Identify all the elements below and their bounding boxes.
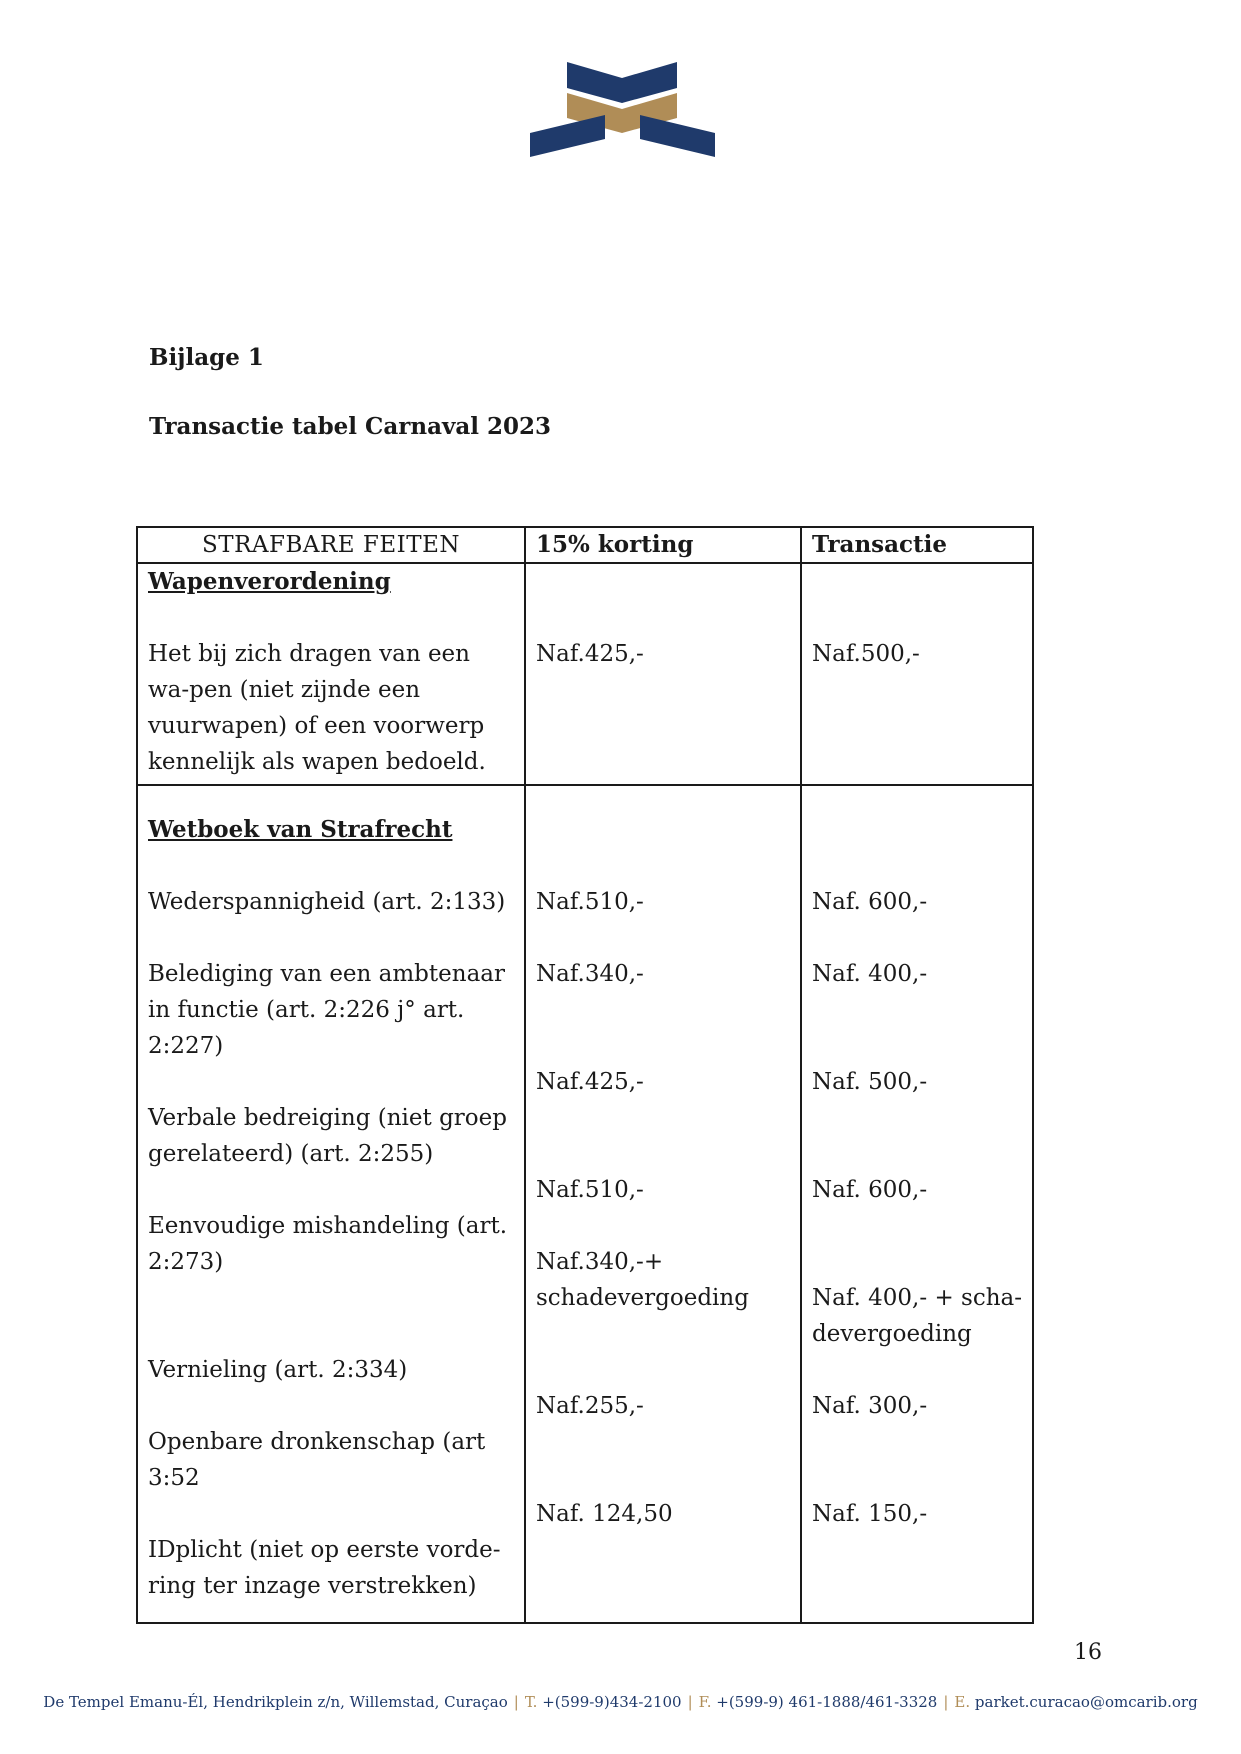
korting-value: Naf.255,- <box>536 1393 644 1419</box>
table-row <box>137 785 1033 1623</box>
transactie-cell <box>801 785 1033 1623</box>
korting-value: Naf.340,- <box>536 961 644 987</box>
footer-phone-label: T. <box>524 1693 538 1711</box>
transactie-value: Naf. 150,- <box>812 1501 928 1527</box>
korting-value: Naf.340,-+ schadevergoeding <box>536 1249 749 1311</box>
footer-contact: De Tempel Emanu-Él, Hendrikplein z/n, Willemstad, Curaçao | T. +(599-9)434-2100 | F. +(599-9) 461-1888/461-3328 | E. parket.curacao@omcarib.org <box>43 1693 1198 1711</box>
annex-title: Bijlage 1 <box>149 344 264 371</box>
feit-text: Verbale bedreiging (niet groep gerelateerd) (art. 2:255) <box>148 1105 507 1167</box>
transactie-cell <box>801 563 1033 785</box>
transactie-value: Naf. 600,- <box>812 1177 928 1203</box>
feit-text: Het bij zich dragen van een wa-pen (niet zijnde een vuurwapen) of een voorwerp kennelijk als wapen bedoeld. <box>148 641 486 775</box>
feit-text: Wederspannigheid (art. 2:133) <box>148 889 506 915</box>
header-transactie: Transactie <box>801 527 1033 563</box>
feit-cell <box>137 563 525 785</box>
transactie-value: Naf. 600,- <box>812 889 928 915</box>
table-row <box>137 563 1033 785</box>
header-strafbare-feiten: STRAFBARE FEITEN <box>137 527 525 563</box>
om-logo-icon <box>530 55 715 165</box>
footer-phone: +(599-9)434-2100 <box>542 1693 682 1711</box>
logo-right-chevron <box>640 115 715 157</box>
feit-cell <box>137 785 525 1623</box>
table-header-row <box>137 527 1033 563</box>
header-korting: 15% korting <box>525 527 801 563</box>
korting-cell <box>525 563 801 785</box>
transactie-value: Naf. 400,- <box>812 961 928 987</box>
footer-fax: +(599-9) 461-1888/461-3328 <box>716 1693 938 1711</box>
logo-left-chevron <box>530 115 605 157</box>
transactie-value: Naf. 500,- <box>812 1069 928 1095</box>
page-number: 16 <box>1074 1640 1102 1665</box>
table-title: Transactie tabel Carnaval 2023 <box>149 413 552 440</box>
korting-value: Naf.425,- <box>536 1069 644 1095</box>
korting-cell <box>525 785 801 1623</box>
footer-email[interactable]: parket.curacao@omcarib.org <box>974 1693 1198 1711</box>
section-title-wapenverordening: Wapenverordening <box>148 568 391 595</box>
korting-value: Naf.510,- <box>536 1177 644 1203</box>
transactie-value: Naf. 400,- + scha-devergoeding <box>812 1285 1023 1347</box>
feit-text: IDplicht (niet op eerste vorde-ring ter inzage verstrekken) <box>148 1537 501 1599</box>
transactie-value: Naf.500,- <box>812 641 920 667</box>
korting-value: Naf. 124,50 <box>536 1501 673 1527</box>
logo-top-chevron <box>567 62 677 103</box>
feit-text: Belediging van een ambtenaar in functie (art. 2:226 j° art. 2:227) <box>148 961 505 1059</box>
feit-text: Openbare dronkenschap (art 3:52 <box>148 1429 486 1491</box>
footer-address: De Tempel Emanu-Él, Hendrikplein z/n, Willemstad, Curaçao <box>43 1693 508 1711</box>
feit-text: Vernieling (art. 2:334) <box>148 1357 408 1383</box>
transaction-table <box>136 526 1034 1624</box>
footer-fax-label: F. <box>698 1693 712 1711</box>
footer-email-label: E. <box>954 1693 971 1711</box>
korting-value: Naf.510,- <box>536 889 644 915</box>
korting-value: Naf.425,- <box>536 641 644 667</box>
feit-text: Eenvoudige mishandeling (art. 2:273) <box>148 1213 508 1275</box>
section-title-wetboek: Wetboek van Strafrecht <box>148 816 453 843</box>
transactie-value: Naf. 300,- <box>812 1393 928 1419</box>
